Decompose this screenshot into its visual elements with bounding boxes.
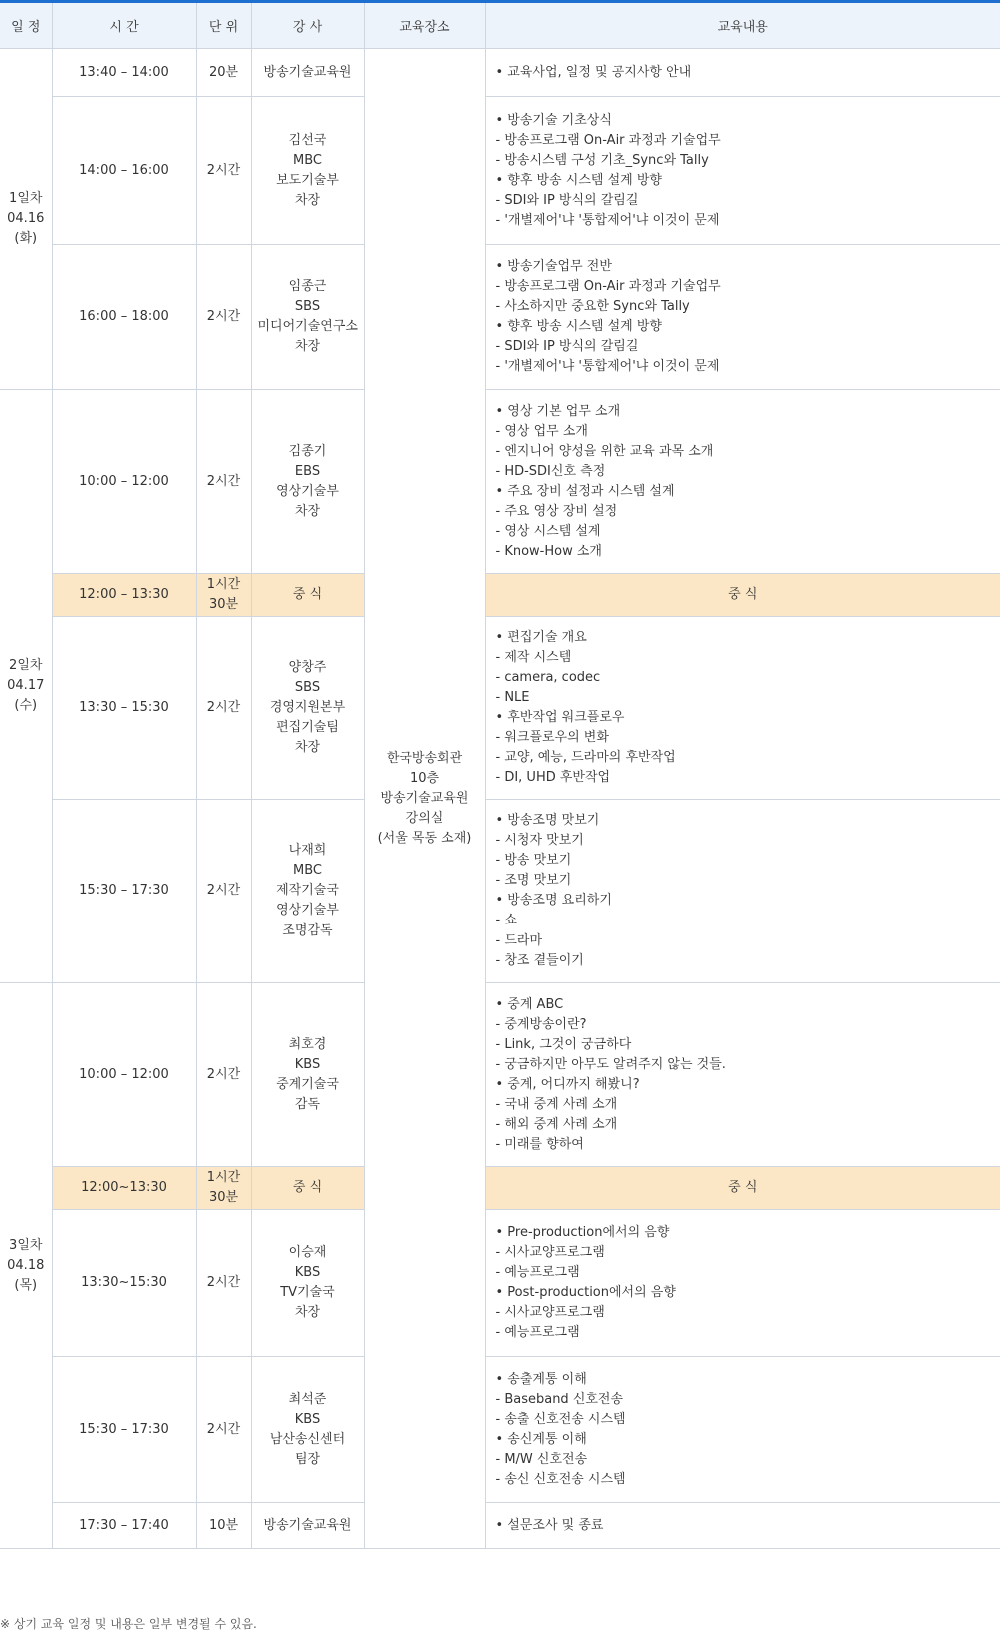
content-line: • 중계 ABC [495,996,564,1012]
content-line: • 방송기술 기초상식 [495,112,612,128]
text-line: 30분 [208,1190,239,1205]
text-line: 1시간 [206,577,241,592]
text-line: 조명감독 [282,923,333,938]
content-line: - 영상 업무 소개 [495,423,588,439]
text-line: 감독 [294,1096,321,1112]
text-line: 차장 [294,503,321,519]
content-line: - 방송프로그램 On-Air 과정과 기술업무 [495,132,721,148]
text-line: TV기술국 [280,1285,335,1300]
unit-cell: 2시간 [196,1210,251,1357]
text-line: 방송기술교육원 [380,790,469,806]
text-line: 30분 [208,597,239,612]
content-line: - Know-How 소개 [495,543,602,559]
content-cell [485,97,1000,245]
text-line: 차장 [294,192,321,208]
unit-cell [196,1167,251,1210]
text-line: 중 식 [292,1180,323,1195]
content-line: • 송출계통 이해 [495,1371,587,1387]
text-line: 1시간 [206,1170,241,1185]
content-line: - 영상 시스템 설계 [495,523,601,539]
content-line: - NLE [495,690,530,705]
content-line: • 중계, 어디까지 해봤니? [495,1076,640,1092]
table-row [0,1167,1000,1210]
text-line: 양창주 [288,660,327,675]
content-line: - 쇼 [495,913,517,928]
content-line: • Pre-production에서의 음향 [495,1225,670,1240]
content-line: - DI, UHD 후반작업 [495,770,611,785]
header-lecturer: 강 사 [251,3,364,49]
content-cell [485,49,1000,97]
text-line: 차장 [294,1305,321,1320]
text-line: 김종기 [288,443,327,459]
unit-cell: 2시간 [196,97,251,245]
unit-cell: 2시간 [196,617,251,800]
content-line: - 방송시스템 구성 기초_Sync와 Tally [495,152,709,168]
unit-cell: 10분 [196,1503,251,1549]
table-row [0,800,1000,983]
content-line: - SDI와 IP 방식의 갈림길 [495,192,639,208]
content-line: - 워크플로우의 변화 [495,730,609,745]
text-line: 김선국 [288,132,327,148]
content-line: - Baseband 신호전송 [495,1391,624,1407]
text-line: 보도기술부 [276,172,339,188]
content-cell [485,245,1000,390]
table-row [0,574,1000,617]
text-line: (수) [14,698,38,713]
content-line: - 중계방송이란? [495,1016,587,1032]
content-line: - SDI와 IP 방식의 갈림길 [495,339,639,354]
content-line: • 영상 기본 업무 소개 [495,403,621,419]
text-line: 04.17 [7,678,45,693]
table-row [0,390,1000,574]
day-cell [0,983,52,1549]
unit-cell: 2시간 [196,800,251,983]
unit-cell: 20분 [196,49,251,97]
lecturer-cell [251,245,364,390]
text-line: 최호경 [288,1036,327,1052]
venue-cell [364,49,485,1549]
schedule-table [0,3,1000,1549]
content-line: - '개별제어'냐 '통합제어'냐 이것이 문제 [495,212,720,228]
content-line: - M/W 신호전송 [495,1451,588,1467]
text-line: 차장 [294,339,321,354]
content-line: • Post-production에서의 음향 [495,1285,676,1300]
footnote: ※ 상기 교육 일정 및 내용은 일부 변경될 수 있음. [0,1617,257,1631]
content-line: - 예능프로그램 [495,1265,580,1280]
text-line: (목) [14,1277,38,1293]
header-venue: 교육장소 [364,3,485,49]
text-line: 중 식 [292,587,323,602]
content-line: - 궁금하지만 아무도 알려주지 않는 것들. [495,1056,726,1072]
text-line: KBS [294,1265,321,1280]
lecturer-cell [251,390,364,574]
text-line: 편집기술팀 [276,720,339,735]
text-line: 임종근 [288,279,327,294]
text-line: 남산송신센터 [269,1431,346,1447]
text-line: 2일차 [9,658,43,673]
lecturer-cell [251,983,364,1167]
header-unit: 단 위 [196,3,251,49]
content-line: • 향후 방송 시스템 설계 방향 [495,172,662,188]
content-line: - 방송프로그램 On-Air 과정과 기술업무 [495,279,721,294]
content-line: - 시청자 맛보기 [495,833,584,848]
time-cell: 13:30 – 15:30 [52,617,196,800]
text-line: MBC [293,863,322,878]
table-header-row [0,3,1000,49]
text-line: 강의실 [405,810,444,826]
time-cell: 10:00 – 12:00 [52,390,196,574]
lecturer-cell [251,1503,364,1549]
text-line: 영상기술부 [276,483,339,499]
content-line: - 해외 중계 사례 소개 [495,1116,618,1132]
unit-cell: 2시간 [196,1357,251,1503]
content-line: - '개별제어'냐 '통합제어'냐 이것이 문제 [495,359,720,374]
content-line: - 드라마 [495,933,542,948]
content-line: • 설문조사 및 종료 [495,1517,604,1533]
content-line: - 사소하지만 중요한 Sync와 Tally [495,299,690,314]
content-line: • 주요 장비 설정과 시스템 설계 [495,483,675,499]
text-line: 이승재 [288,1245,327,1260]
content-line: • 후반작업 워크플로우 [495,710,625,725]
table-row [0,97,1000,245]
table-row [0,245,1000,390]
header-content: 교육내용 [485,3,1000,49]
content-cell [485,1210,1000,1357]
day-cell [0,390,52,983]
content-cell [485,800,1000,983]
day-cell [0,49,52,390]
header-time: 시 간 [52,3,196,49]
text-line: 방송기술교육원 [263,64,352,80]
text-line: (서울 목동 소재) [377,830,472,846]
content-line: - 제작 시스템 [495,650,572,665]
text-line: SBS [294,299,321,314]
time-cell: 14:00 – 16:00 [52,97,196,245]
content-line: • 교육사업, 일정 및 공지사항 안내 [495,64,692,80]
content-line: - 주요 영상 장비 설정 [495,503,618,519]
text-line: 한국방송회관 [386,750,463,766]
table-row [0,1357,1000,1503]
lecturer-cell [251,617,364,800]
text-line: KBS [294,1056,321,1072]
time-cell: 15:30 – 17:30 [52,800,196,983]
content-line: - 송신 신호전송 시스템 [495,1471,626,1487]
text-line: 영상기술부 [276,903,339,918]
text-line: 제작기술국 [276,883,339,898]
table-row [0,49,1000,97]
time-cell: 12:00~13:30 [52,1167,196,1210]
content-line: - 창조 곁들이기 [495,953,584,968]
lecturer-cell [251,574,364,617]
content-cell [485,617,1000,800]
text-line: EBS [294,463,321,479]
time-cell: 13:40 – 14:00 [52,49,196,97]
lecturer-cell [251,1167,364,1210]
text-line: KBS [294,1411,321,1427]
table-row [0,1503,1000,1549]
table-row [0,617,1000,800]
text-line: 04.18 [7,1257,45,1273]
content-line: - HD-SDI신호 측정 [495,463,606,479]
unit-cell: 2시간 [196,390,251,574]
content-line: - Link, 그것이 궁금하다 [495,1036,632,1052]
text-line: 10층 [409,770,440,786]
text-line: 팀장 [294,1451,321,1467]
text-line: 차장 [294,740,321,755]
content-line: • 방송기술업무 전반 [495,259,612,274]
content-cell [485,1357,1000,1503]
unit-cell: 2시간 [196,983,251,1167]
content-cell [485,1503,1000,1549]
content-line: • 방송조명 맛보기 [495,813,600,828]
text-line: (화) [14,231,38,246]
time-cell: 15:30 – 17:30 [52,1357,196,1503]
table-row [0,983,1000,1167]
content-line: - 방송 맛보기 [495,853,572,868]
text-line: 04.16 [7,211,45,226]
content-line: • 향후 방송 시스템 설계 방향 [495,319,662,334]
content-cell: 중 식 [485,1167,1000,1210]
content-cell [485,983,1000,1167]
content-line: • 편집기술 개요 [495,630,587,645]
text-line: SBS [294,680,321,695]
text-line: 미디어기술연구소 [257,319,358,334]
content-line: • 방송조명 요리하기 [495,893,612,908]
lecturer-cell [251,1357,364,1503]
lecturer-cell [251,800,364,983]
time-cell: 16:00 – 18:00 [52,245,196,390]
unit-cell: 2시간 [196,245,251,390]
content-line: - 조명 맛보기 [495,873,572,888]
text-line: 최석준 [288,1391,327,1407]
text-line: 나재희 [288,843,327,858]
content-cell [485,390,1000,574]
content-line: - 시사교양프로그램 [495,1305,605,1320]
text-line: 중계기술국 [276,1076,339,1092]
lecturer-cell [251,49,364,97]
content-line: - 엔지니어 양성을 위한 교육 과목 소개 [495,443,714,459]
text-line: 방송기술교육원 [263,1517,352,1533]
time-cell: 17:30 – 17:40 [52,1503,196,1549]
content-line: - 국내 중계 사례 소개 [495,1096,618,1112]
lecturer-cell [251,97,364,245]
lecturer-cell [251,1210,364,1357]
header-day: 일 정 [0,3,52,49]
content-line: - 시사교양프로그램 [495,1245,605,1260]
time-cell: 10:00 – 12:00 [52,983,196,1167]
time-cell: 12:00 – 13:30 [52,574,196,617]
content-line: - 예능프로그램 [495,1325,580,1340]
text-line: 경영지원본부 [269,700,346,715]
content-line: - 교양, 예능, 드라마의 후반작업 [495,750,676,765]
table-row [0,1210,1000,1357]
text-line: MBC [293,152,322,168]
content-line: - 미래를 향하여 [495,1136,584,1152]
text-line: 1일차 [9,191,43,206]
content-cell: 중 식 [485,574,1000,617]
unit-cell [196,574,251,617]
content-line: - 송출 신호전송 시스템 [495,1411,626,1427]
content-line: • 송신계통 이해 [495,1431,587,1447]
content-line: - camera, codec [495,670,601,685]
time-cell: 13:30~15:30 [52,1210,196,1357]
text-line: 3일차 [9,1237,43,1253]
